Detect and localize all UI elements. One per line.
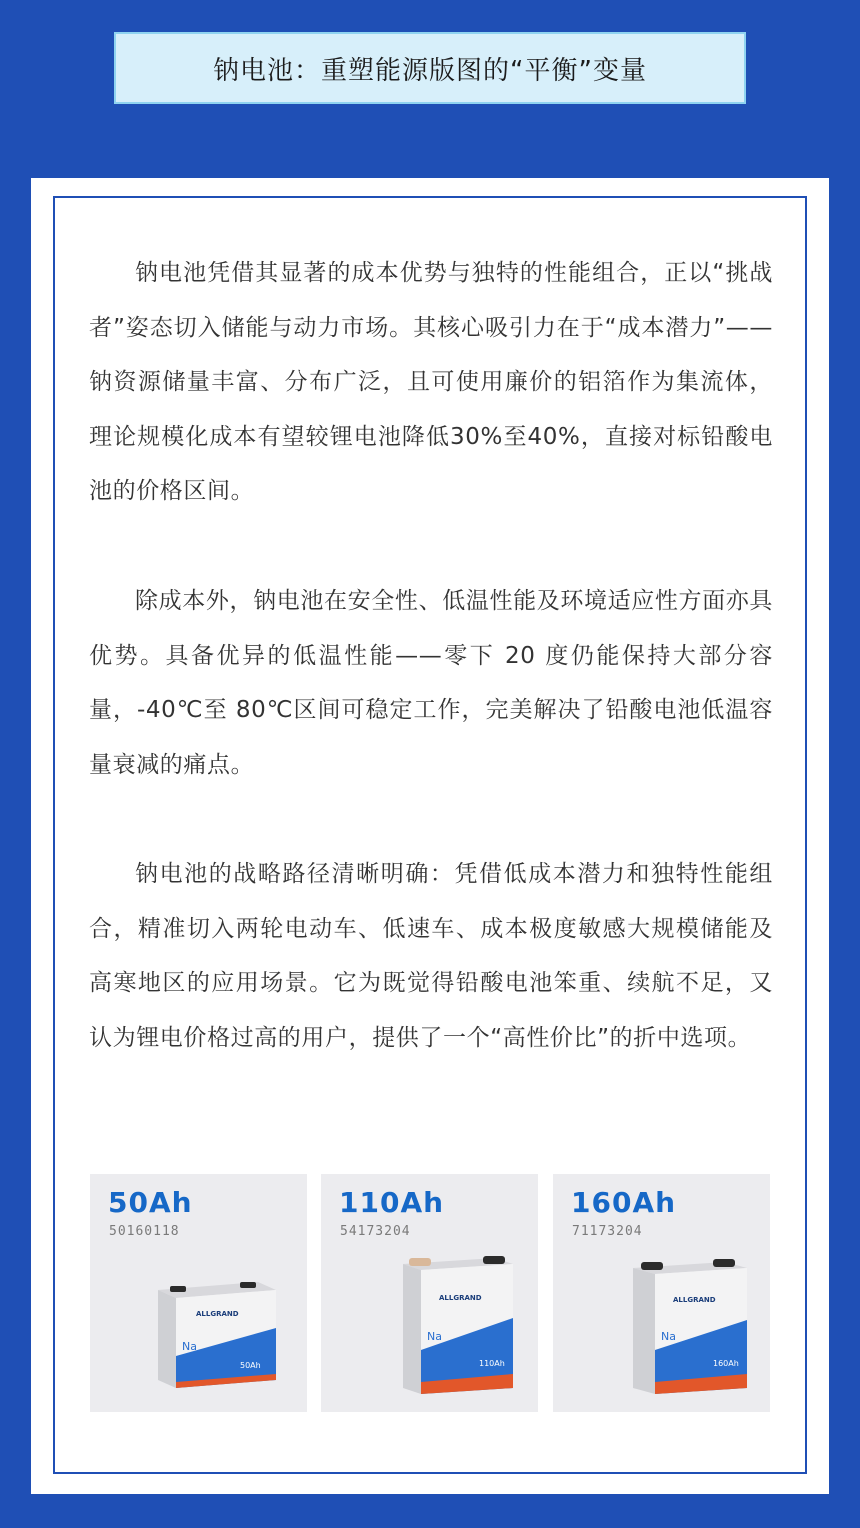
product-capacity: 160Ah [571, 1186, 677, 1219]
battery-image-160ah [627, 1256, 755, 1402]
paragraph-strategy: 钠电池的战略路径清晰明确：凭借低成本潜力和独特性能组合，精准切入两轮电动车、低速车、成本极度敏感大规模储能及高寒地区的应用场景。它为既觉得铅酸电池笨重、续航不足，又认为锂电价格过高的用户，提供了一个“高性价比”的折中选项。 [89, 861, 773, 1051]
battery-capacity-text: 50Ah [240, 1361, 261, 1370]
paragraph-safety-lowtemp: 除成本外，钠电池在安全性、低温性能及环境适应性方面亦具优势。具备优异的低温性能——零下 20 度仍能保持大部分容量，-40℃至 80℃区间可稳定工作，完美解决了铅酸电池低温容量衰减的痛点。 [89, 588, 773, 778]
product-card-50ah [90, 1174, 307, 1412]
product-model: 71173204 [572, 1224, 643, 1239]
battery-brand-text: ALLGRAND [196, 1310, 239, 1318]
page-title: 钠电池：重塑能源版图的“平衡”变量 [213, 55, 647, 86]
battery-chem-text: Na [427, 1330, 442, 1343]
battery-chem-text: Na [182, 1340, 197, 1353]
battery-brand-text: ALLGRAND [673, 1296, 716, 1304]
battery-chem-text: Na [661, 1330, 676, 1343]
battery-capacity-text: 160Ah [713, 1359, 739, 1368]
battery-image-110ah [395, 1254, 521, 1402]
content-card [31, 178, 829, 1494]
product-card-110ah [321, 1174, 538, 1412]
battery-capacity-text: 110Ah [479, 1359, 505, 1368]
battery-brand-text: ALLGRAND [439, 1294, 482, 1302]
product-model: 50160118 [109, 1224, 180, 1239]
battery-image-50ah [148, 1276, 286, 1396]
product-model: 54173204 [340, 1224, 411, 1239]
product-capacity: 110Ah [339, 1186, 445, 1219]
title-banner [114, 32, 746, 104]
product-capacity: 50Ah [108, 1186, 193, 1219]
product-card-160ah [553, 1174, 770, 1412]
paragraph-cost-advantage: 钠电池凭借其显著的成本优势与独特的性能组合，正以“挑战者”姿态切入储能与动力市场。其核心吸引力在于“成本潜力”——钠资源储量丰富、分布广泛，且可使用廉价的铝箔作为集流体，理论规模化成本有望较锂电池降低30%至40%，直接对标铅酸电池的价格区间。 [89, 260, 773, 504]
